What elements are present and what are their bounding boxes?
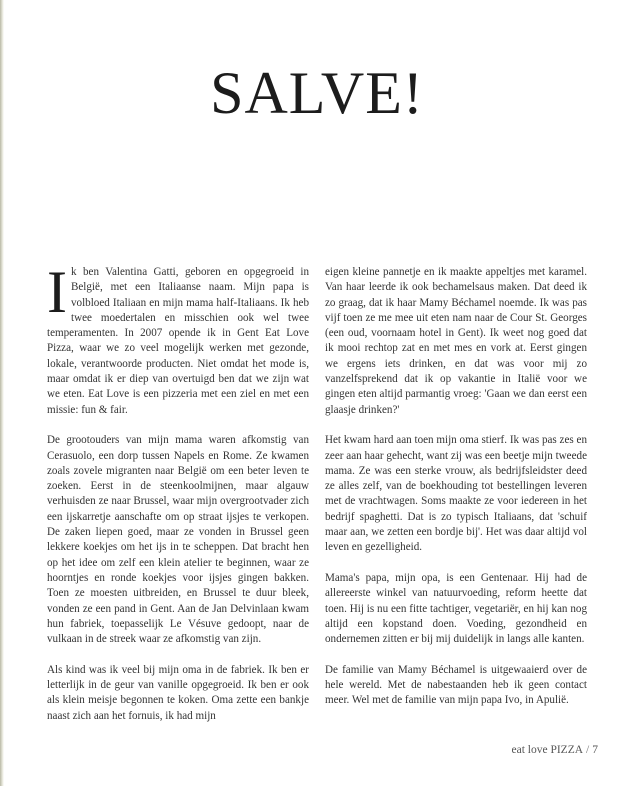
paragraph-grandfather: Mama's papa, mijn opa, is een Gentenaar. Hij had de allereerste winkel van natuurvoeding, reform heette dat toen. Hij is nu een fitte tachtiger, vegetariër, en hij kan nog altijd een kopstand doen. Voeding, gezondheid en ondernemen zitten er bij mij duidelijk in langs alle kanten. xyxy=(325,571,587,646)
paragraph-intro xyxy=(47,259,309,418)
paragraph-family: De familie van Mamy Béchamel is uitgewaaierd over de hele wereld. Met de nabestaanden heb ik geen contact meer. Wel met de familie van mijn papa Ivo, in Apulië. xyxy=(325,663,587,707)
page-title: SALVE! xyxy=(210,60,424,126)
footer-brand: eat love PIZZA xyxy=(511,744,584,756)
paragraph-childhood: Als kind was ik veel bij mijn oma in de fabriek. Ik ben er letterlijk in de geur van vanille opgegroeid. Ik ben er ook als klein meisje begonnen te koken. Oma zette een bankje naast zich aan het fornuis, ik had mijn xyxy=(47,663,309,722)
drop-cap: I xyxy=(47,259,67,325)
page-number: 7 xyxy=(592,744,598,756)
paragraph-intro-text: k ben Valentina Gatti, geboren en opgegroeid in België, met een Italiaanse naam. Mijn papa is volbloed Italiaan en mijn mama half-Italiaans. Ik heb twee moedertalen en misschien ook wel twee temperamenten. In 2007 opende ik in Gent Eat Love Pizza, waar we zo veel mogelijk werken met gezonde, lokale, verantwoorde producten. Niet omdat het mode is, maar omdat ik er diep van overtuigd ben dat we zijn wat we eten. Eat Love is een pizzeria met een ziel en met een missie: fun & fair. xyxy=(47,266,309,416)
paragraph-grandparents: De grootouders van mijn mama waren afkomstig van Cerasuolo, een dorp tussen Napels en Rome. Ze kwamen zoals zovele migranten naar België om een beter leven te zoeken. Eerst in de steenkoolmijnen, maar algauw verhuisden ze naar Brussel, waar mijn overgrootvader zich een ijskarretje aanschafte om op straat ijsjes te verkopen. De zaken liepen goed, maar ze vonden in Brussel geen lekkere koekjes om het ijs in te scheppen. Dat bracht hen op het idee om zelf een klein atelier te beginnen, waar ze hoorntjes en ronde koekjes voor ijsjes gingen bakken. Toen ze moesten uitbreiden, en Brussel te duur bleek, vonden ze een pand in Gent. Aan de Jan Delvinlaan kwam hun fabriek, toepasselijk Le Vésuve gedoopt, naar de vulkaan in de streek waar ze afkomstig van zijn. xyxy=(47,434,309,646)
paragraph-bechamel: eigen kleine pannetje en ik maakte appeltjes met karamel. Van haar leerde ik ook bechamelsaus maken. Dat deed ik zo graag, dat ik haar Mamy Béchamel noemde. Ik was pas vijf toen ze me mee uit eten nam naar de Cour St. Georges (een oud, voornaam hotel in Gent). Ik weet nog goed dat ik mooi rechtop zat en met mes en vork at. Eerst gingen we ergens iets drinken, en dat was voor mij zo vanzelfsprekend dat ik op vakantie in Italië voor we gingen eten altijd parmantig vroeg: 'Gaan we dan eerst een glaasje drinken?' xyxy=(325,266,587,416)
right-column xyxy=(325,265,587,724)
paragraph-grandmother: Het kwam hard aan toen mijn oma stierf. Ik was pas zes en zeer aan haar gehecht, want zij was een beetje mijn tweede mama. Ze was een sterke vrouw, als bedrijfsleidster deed ze alles zelf, van de boekhouding tot bestellingen leveren met de vrachtwagen. Soms maakte ze voor iedereen in het bedrijf spaghetti. Dat is zo typisch Italiaans, dat 'schuif maar aan, we zetten een bordje bij'. Het was daar altijd vol leven en gezelligheid. xyxy=(325,434,587,554)
left-column xyxy=(47,259,309,739)
footer-separator: / xyxy=(586,744,590,756)
page-footer xyxy=(512,744,599,756)
